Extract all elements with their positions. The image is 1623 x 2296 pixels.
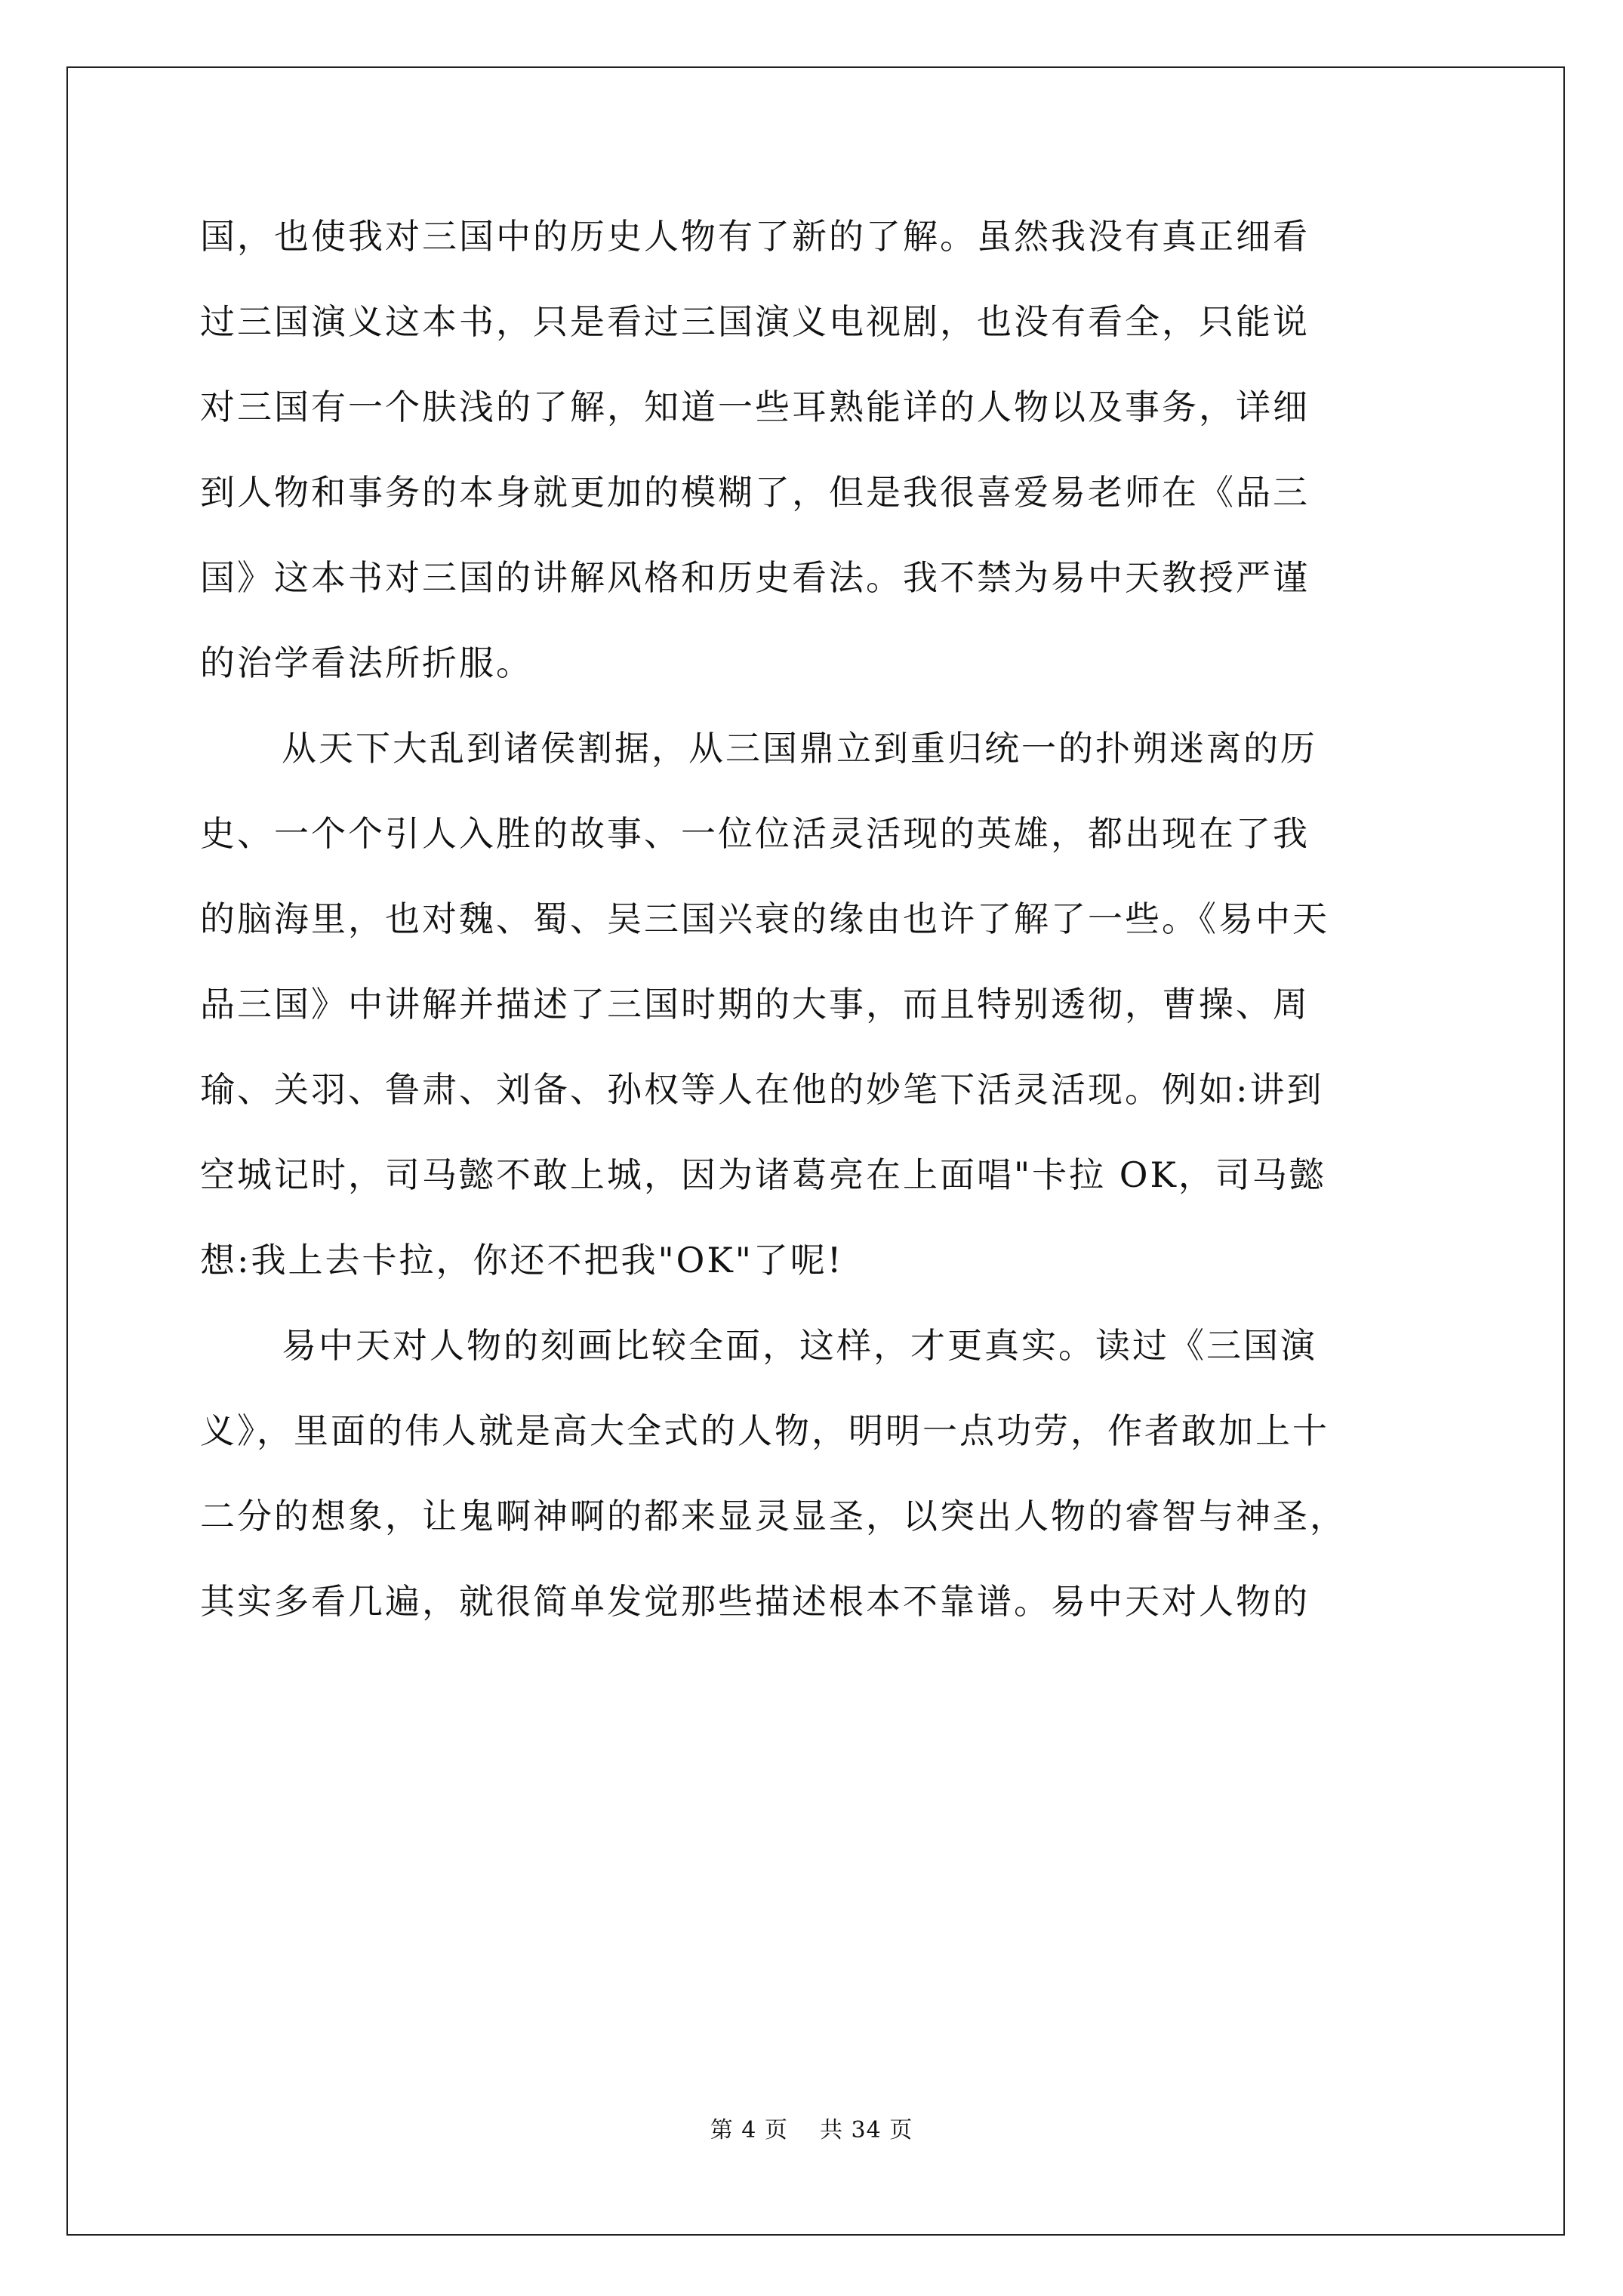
text-line: 对三国有一个肤浅的了解，知道一些耳熟能详的人物以及事务，详细 xyxy=(200,387,1310,427)
text-line: 到人物和事务的本身就更加的模糊了，但是我很喜爱易老师在《品三 xyxy=(200,472,1310,513)
text-line: 过三国演义这本书，只是看过三国演义电视剧，也没有看全，只能说 xyxy=(200,301,1310,342)
text-line: 空城记时，司马懿不敢上城，因为诸葛亮在上面唱"卡拉 OK，司马懿 xyxy=(200,1154,1326,1195)
text-line: 瑜、关羽、鲁肃、刘备、孙权等人在他的妙笔下活灵活现。例如:讲到 xyxy=(200,1069,1324,1110)
text-line: 义》，里面的伟人就是高大全式的人物，明明一点功劳，作者敢加上十 xyxy=(200,1410,1329,1451)
paragraph-first-line: 易中天对人物的刻画比较全面，这样，才更真实。读过《三国演 xyxy=(282,1325,1317,1366)
text-line: 二分的想象，让鬼啊神啊的都来显灵显圣，以突出人物的睿智与神圣， xyxy=(200,1496,1347,1536)
text-line: 其实多看几遍，就很简单发觉那些描述根本不靠谱。易中天对人物的 xyxy=(200,1581,1310,1622)
text-line: 史、一个个引人入胜的故事、一位位活灵活现的英雄，都出现在了我 xyxy=(200,813,1310,854)
text-line: 品三国》中讲解并描述了三国时期的大事，而且特别透彻，曹操、周 xyxy=(200,984,1310,1025)
paragraph-first-line: 从天下大乱到诸侯割据，从三国鼎立到重归统一的扑朔迷离的历 xyxy=(282,728,1317,769)
text-line: 国，也使我对三国中的历史人物有了新的了解。虽然我没有真正细看 xyxy=(200,216,1310,257)
document-body xyxy=(200,215,1438,1666)
text-line: 的脑海里，也对魏、蜀、吴三国兴衰的缘由也许了解了一些。《易中天 xyxy=(200,898,1329,939)
text-line: 国》这本书对三国的讲解风格和历史看法。我不禁为易中天教授严谨 xyxy=(200,557,1310,598)
text-line: 想:我上去卡拉，你还不把我"OK"了呢! xyxy=(200,1240,844,1281)
text-line: 的治学看法所折服。 xyxy=(200,643,533,683)
page-number-footer: 第 4 页 共 34 页 xyxy=(710,2117,913,2143)
